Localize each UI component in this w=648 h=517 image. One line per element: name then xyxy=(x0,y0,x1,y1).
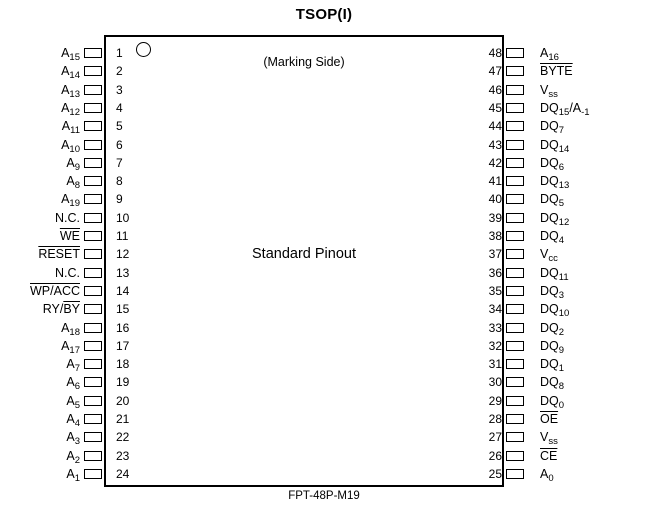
pin-number: 45 xyxy=(488,100,502,115)
pin-number: 39 xyxy=(488,210,502,225)
pin-signal-label: $\overline{CE}$ xyxy=(540,448,558,463)
pin-lead-icon xyxy=(84,249,102,259)
left-pin-5 xyxy=(0,117,123,137)
pin-signal-label: N.C. xyxy=(55,265,80,280)
right-pin-44 xyxy=(488,117,648,137)
pin-signal-label: $A_{16}$ xyxy=(540,46,559,63)
pin-number: 33 xyxy=(488,320,502,335)
right-pin-28 xyxy=(488,410,648,428)
pin-signal-label: $A_{10}$ xyxy=(61,137,80,155)
pin-number: 36 xyxy=(488,265,502,280)
pin-number: 44 xyxy=(488,119,502,134)
left-pin-16 xyxy=(0,319,130,338)
pin-lead-icon xyxy=(84,341,102,351)
pin-signal-label: $A_8$ xyxy=(66,174,80,192)
pin-number: 46 xyxy=(488,82,502,97)
pin-number: 12 xyxy=(116,247,130,262)
pin-lead-icon xyxy=(84,231,102,241)
pin-signal-label: WP/ACC xyxy=(30,283,80,298)
pin-number: 32 xyxy=(488,338,502,353)
pin-signal-label: $A_9$ xyxy=(66,155,80,173)
left-pin-13 xyxy=(0,264,130,282)
right-pin-34 xyxy=(488,300,648,320)
pin-lead-icon xyxy=(506,432,524,442)
pin-number: 38 xyxy=(488,229,502,243)
pin-lead-icon xyxy=(84,213,102,223)
pin-lead-icon xyxy=(84,66,102,76)
pin-signal-label: $DQ_{13}$ xyxy=(540,174,570,192)
pin-number: 6 xyxy=(116,137,123,152)
right-pin-27 xyxy=(488,428,648,448)
right-pin-45 xyxy=(488,99,648,118)
pin-lead-icon xyxy=(84,268,102,278)
pin-number: 42 xyxy=(488,155,502,170)
left-pin-15 xyxy=(0,300,130,318)
pin-number: 28 xyxy=(488,412,502,426)
pin-number: 5 xyxy=(116,119,123,134)
pin-lead-icon xyxy=(84,194,102,204)
pin-signal-label: $A_1$ xyxy=(66,466,80,484)
left-pin-21 xyxy=(0,410,130,429)
pin-signal-label: $A_{18}$ xyxy=(61,320,80,338)
right-pin-38 xyxy=(488,227,648,246)
pin-lead-icon xyxy=(84,451,102,461)
pin-lead-icon xyxy=(84,48,102,58)
left-pin-22 xyxy=(0,428,130,448)
pin-number: 47 xyxy=(488,64,502,79)
pin-number: 20 xyxy=(116,393,130,408)
pin-number: 16 xyxy=(116,320,130,335)
pin-lead-icon xyxy=(506,286,524,296)
right-pin-30 xyxy=(488,373,648,393)
pin-lead-icon xyxy=(506,121,524,131)
pin-number: 30 xyxy=(488,375,502,390)
pin-lead-icon xyxy=(84,121,102,131)
left-pin-9 xyxy=(0,190,123,210)
pin-signal-label: $DQ_{12}$ xyxy=(540,210,570,228)
pin-lead-icon xyxy=(506,451,524,461)
pin-signal-label: $A_0$ xyxy=(540,466,554,484)
right-pin-39 xyxy=(488,209,648,228)
pin-lead-icon xyxy=(84,286,102,296)
pin-lead-icon xyxy=(84,323,102,333)
standard-pinout-label: Standard Pinout xyxy=(252,246,356,262)
left-pin-24 xyxy=(0,465,130,484)
left-pin-19 xyxy=(0,373,130,393)
pin-number: 26 xyxy=(488,448,502,463)
pin-number: 19 xyxy=(116,375,130,390)
left-pin-18 xyxy=(0,355,130,375)
right-pin-31 xyxy=(488,355,648,375)
right-pin-46 xyxy=(488,81,648,100)
left-pin-3 xyxy=(0,81,123,100)
right-pin-47 xyxy=(488,62,648,80)
pin-number: 25 xyxy=(488,466,502,481)
pin-signal-label: $DQ_1$ xyxy=(540,357,565,375)
pin-signal-label: $A_7$ xyxy=(66,357,80,375)
pin-lead-icon xyxy=(84,304,102,314)
pin-lead-icon xyxy=(506,194,524,204)
right-pin-33 xyxy=(488,319,648,338)
pin-number: 14 xyxy=(116,283,130,298)
pin-lead-icon xyxy=(84,432,102,442)
pin-lead-icon xyxy=(506,414,524,424)
pin-lead-icon xyxy=(84,469,102,479)
pin-number: 29 xyxy=(488,393,502,408)
pin-signal-label: $A_{11}$ xyxy=(61,119,80,137)
pin-lead-icon xyxy=(506,140,524,150)
pin-signal-label: $V_{cc}$ xyxy=(540,247,558,265)
pin-number: 31 xyxy=(488,357,502,372)
pin-signal-label: $DQ_{14}$ xyxy=(540,137,570,155)
right-pin-35 xyxy=(488,282,648,301)
pin-signal-label: $V_{ss}$ xyxy=(540,430,558,448)
pin-signal-label: $DQ_8$ xyxy=(540,375,565,393)
pin-number: 11 xyxy=(116,229,129,243)
pin-signal-label: $A_4$ xyxy=(66,412,80,429)
pin-signal-label: $A_3$ xyxy=(66,430,80,448)
pin-signal-label: $A_{13}$ xyxy=(61,82,80,100)
pin-signal-label: $A_6$ xyxy=(66,375,80,393)
pin-number: 24 xyxy=(116,466,130,481)
pin-number: 1 xyxy=(116,46,123,60)
pin-number: 34 xyxy=(488,302,502,317)
right-pin-48 xyxy=(488,44,648,63)
pin-number: 17 xyxy=(116,338,130,353)
pin-number: 2 xyxy=(116,64,123,79)
right-pin-26 xyxy=(488,447,648,465)
pin-lead-icon xyxy=(84,396,102,406)
right-pin-40 xyxy=(488,190,648,210)
pin-lead-icon xyxy=(84,140,102,150)
pin-number: 10 xyxy=(116,210,130,225)
pin-number: 37 xyxy=(488,247,502,262)
left-pin-4 xyxy=(0,99,123,118)
pin-lead-icon xyxy=(506,231,524,241)
pin-number: 35 xyxy=(488,283,502,298)
pin-number: 18 xyxy=(116,357,130,372)
pin-lead-icon xyxy=(506,341,524,351)
pin-lead-icon xyxy=(506,213,524,223)
pin-number: 48 xyxy=(488,46,502,60)
pin-number: 23 xyxy=(116,448,130,463)
pin-signal-label: $A_5$ xyxy=(66,393,80,411)
pin-lead-icon xyxy=(506,359,524,369)
pin-number: 41 xyxy=(488,174,502,189)
left-pin-12 xyxy=(0,245,130,263)
right-pin-43 xyxy=(488,136,648,155)
pin-lead-icon xyxy=(84,414,102,424)
right-pin-29 xyxy=(488,392,648,411)
left-pin-23 xyxy=(0,447,130,466)
pin-lead-icon xyxy=(506,323,524,333)
pin-signal-label: $A_{15}$ xyxy=(61,46,80,63)
pin-signal-label: $A_{12}$ xyxy=(61,100,80,118)
pin-signal-label: $DQ_5$ xyxy=(540,192,565,210)
pin-signal-label: $A_2$ xyxy=(66,448,80,466)
pin-lead-icon xyxy=(84,176,102,186)
right-pin-36 xyxy=(488,264,648,283)
pin-lead-icon xyxy=(506,158,524,168)
pin-signal-label: $V_{ss}$ xyxy=(540,82,558,100)
pin-number: 21 xyxy=(116,412,130,426)
pin-signal-label: $DQ_{10}$ xyxy=(540,302,570,320)
pin-signal-label: $\overline{OE}$ xyxy=(540,412,559,426)
pin-lead-icon xyxy=(84,85,102,95)
left-pin-17 xyxy=(0,337,130,356)
pin-signal-label: $DQ_{15}/A_{-1}$ xyxy=(540,100,590,118)
pin-number: 3 xyxy=(116,82,123,97)
pin-lead-icon xyxy=(84,103,102,113)
pin-lead-icon xyxy=(506,249,524,259)
pin-lead-icon xyxy=(506,377,524,387)
page-title: TSOP(I) xyxy=(295,6,353,23)
pin-lead-icon xyxy=(506,85,524,95)
pin-signal-label: BYTE xyxy=(540,64,573,79)
pin-number: 9 xyxy=(116,192,123,207)
pin-lead-icon xyxy=(84,359,102,369)
right-pin-37 xyxy=(488,245,648,265)
pin-number: 27 xyxy=(488,430,502,445)
left-pin-10 xyxy=(0,209,130,227)
pin-signal-label: $DQ_0$ xyxy=(540,393,565,411)
left-pin-7 xyxy=(0,154,123,173)
pin-lead-icon xyxy=(506,304,524,314)
pin-lead-icon xyxy=(84,377,102,387)
left-pin-20 xyxy=(0,392,130,411)
pin-signal-label: $DQ_7$ xyxy=(540,119,565,137)
left-pin-14 xyxy=(0,282,130,300)
left-pin-11 xyxy=(0,227,129,245)
pin-number: 7 xyxy=(116,155,123,170)
pin-number: 43 xyxy=(488,137,502,152)
package-code-label: FPT-48P-M19 xyxy=(288,490,360,502)
pin-lead-icon xyxy=(84,158,102,168)
pin-signal-label: $DQ_3$ xyxy=(540,283,565,301)
left-pin-6 xyxy=(0,136,123,155)
pin-signal-label: $A_{17}$ xyxy=(61,338,80,356)
pin-lead-icon xyxy=(506,176,524,186)
pin-number: 13 xyxy=(116,265,130,280)
right-pin-25 xyxy=(488,465,648,484)
pin-lead-icon xyxy=(506,469,524,479)
pin-signal-label: $DQ_2$ xyxy=(540,320,565,338)
marking-side-label: (Marking Side) xyxy=(263,55,345,69)
pin-lead-icon xyxy=(506,268,524,278)
pin-signal-label: $DQ_{11}$ xyxy=(540,265,569,283)
pin-signal-label: $DQ_9$ xyxy=(540,338,565,356)
left-pin-8 xyxy=(0,172,123,192)
pin-signal-label: $DQ_4$ xyxy=(540,229,565,246)
pin-number: 15 xyxy=(116,302,130,317)
pin-number: 40 xyxy=(488,192,502,207)
left-pin-2 xyxy=(0,62,123,82)
pin-signal-label: RESET xyxy=(38,247,80,262)
pin-signal-label: $\overline{WE}$ xyxy=(59,229,80,243)
pin-number: 22 xyxy=(116,430,130,445)
right-pin-41 xyxy=(488,172,648,192)
pin-signal-label: $RY/\overline{BY}$ xyxy=(42,302,80,317)
pin-number: 8 xyxy=(116,174,123,189)
pin-lead-icon xyxy=(506,66,524,76)
pin-signal-label: N.C. xyxy=(55,210,80,225)
pin-number: 4 xyxy=(116,100,123,115)
pin-signal-label: $A_{14}$ xyxy=(61,64,80,82)
pin-lead-icon xyxy=(506,103,524,113)
right-pin-32 xyxy=(488,337,648,356)
pin-lead-icon xyxy=(506,48,524,58)
left-pin-1 xyxy=(0,44,123,63)
pin-lead-icon xyxy=(506,396,524,406)
pin-signal-label: $A_{19}$ xyxy=(61,192,80,210)
right-pin-42 xyxy=(488,154,648,173)
pin-signal-label: $DQ_6$ xyxy=(540,155,565,173)
